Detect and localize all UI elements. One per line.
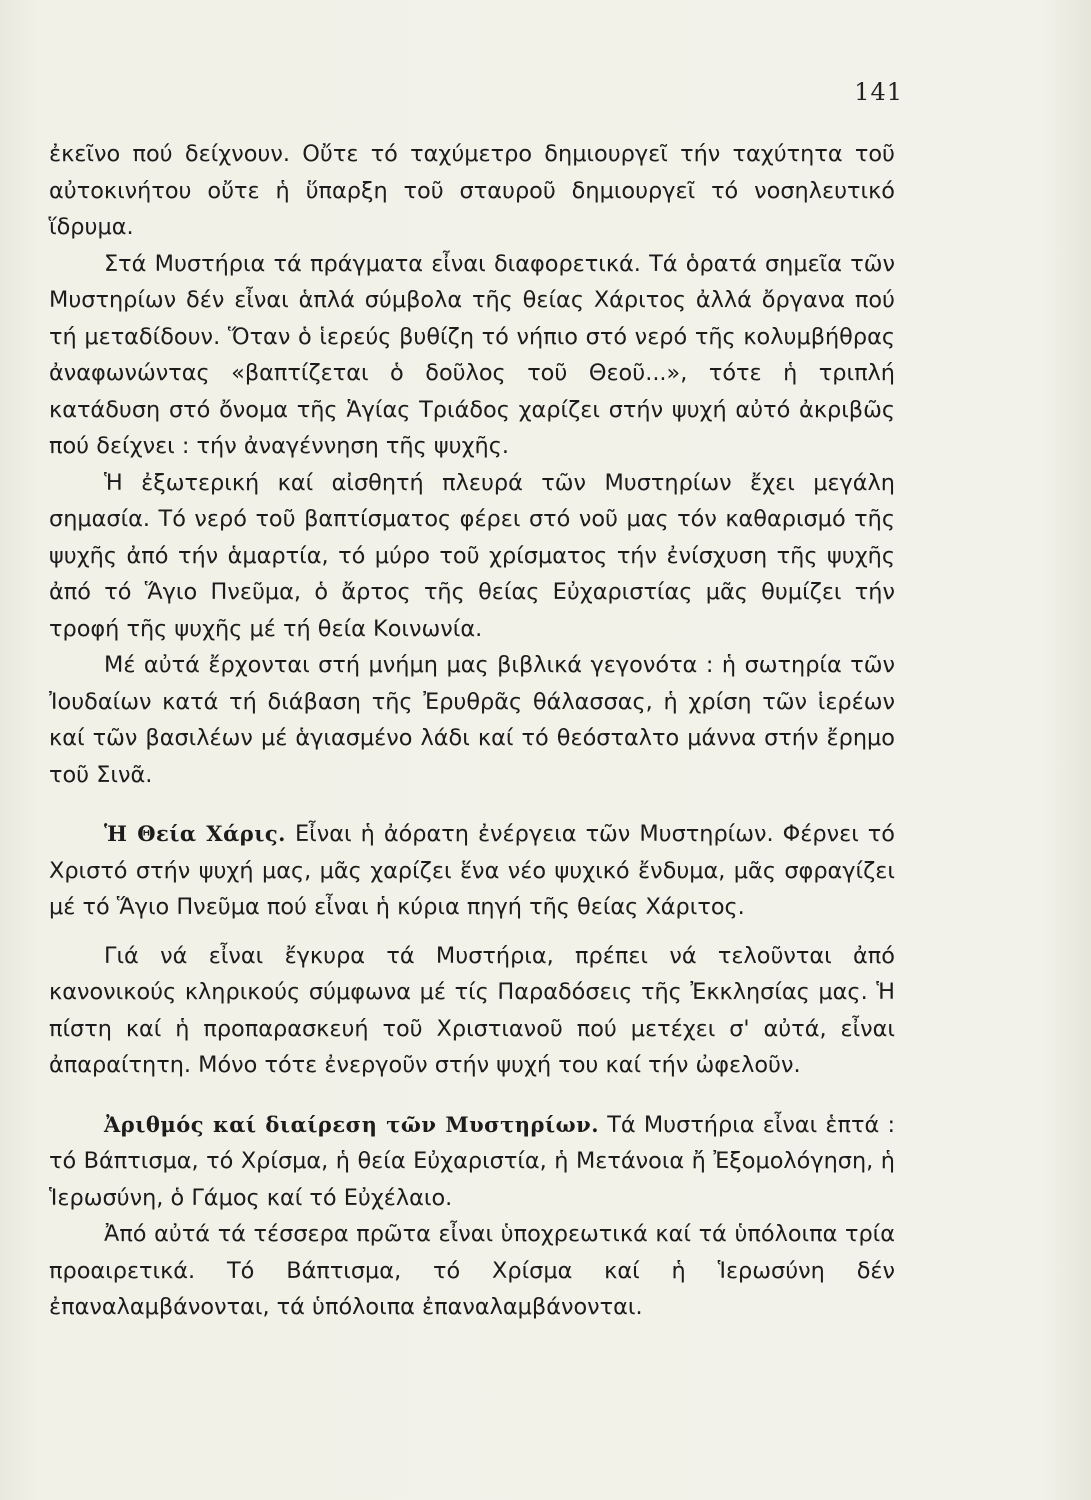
paragraph-validity xyxy=(49,938,895,1084)
paragraph-number-division xyxy=(49,1107,895,1217)
paragraph-divine-grace xyxy=(49,816,895,926)
body-text xyxy=(49,136,895,1326)
paragraph-text: ἐκεῖνο πού δείχνουν. Οὔτε τό ταχύμετρο δημιουργεῖ τήν ταχύτητα τοῦ αὐτοκινήτου οὔτε ἡ ὕπαρξη τοῦ σταυροῦ δημιουργεῖ τό νοσηλευτικό ἵδρυμα. xyxy=(49,141,895,240)
paragraph-obligatory-optional xyxy=(49,1216,895,1326)
page-number: 141 xyxy=(854,78,903,106)
paragraph-text: Γιά νά εἶναι ἔγκυρα τά Μυστήρια, πρέπει νά τελοῦνται ἀπό κανονικούς κληρικούς σύμφωνα μέ τίς Παραδόσεις τῆς Ἐκκλησίας μας. Ἡ πίστη καί ἡ προπαρασκευή τοῦ Χριστιανοῦ πού μετέχει σ' αὐτά, εἶναι ἀπαραίτητη. Μόνο τότε ἐνεργοῦν στήν ψυχή του καί τήν ὠφελοῦν. xyxy=(49,942,895,1078)
section-heading-number-division: Ἀριθμός καί διαίρεση τῶν Μυστηρίων. xyxy=(104,1111,600,1137)
paragraph-mysteries-difference xyxy=(49,246,895,465)
paragraph-external-side xyxy=(49,465,895,648)
paragraph-intro xyxy=(49,136,895,246)
paragraph-text: Στά Μυστήρια τά πράγματα εἶναι διαφορετικά. Τά ὁρατά σημεῖα τῶν Μυστηρίων δέν εἶναι ἁπλά σύμβολα τῆς θείας Χάριτος ἀλλά ὄργανα πού τή μεταδίδουν. Ὅταν ὁ ἱερεύς βυθίζη τό νήπιο στό νερό τῆς κολυμβήθρας ἀναφωνώντας «βαπτίζεται ὁ δοῦλος τοῦ Θεοῦ...», τότε ἡ τριπλή κατάδυση στό ὄνομα τῆς Ἁγίας Τριάδος χαρίζει στήν ψυχή αὐτό ἀκριβῶς πού δείχνει : τήν ἀναγέννηση τῆς ψυχῆς. xyxy=(49,250,895,459)
paragraph-biblical-events xyxy=(49,647,895,793)
paragraph-text: Τά Μυστήρια εἶναι ἑπτά : τό Βάπτισμα, τό Χρίσμα, ἡ θεία Εὐχαριστία, ἡ Μετάνοια ἤ Ἐξομολόγηση, ἡ Ἱερωσύνη, ὁ Γάμος καί τό Εὐχέλαιο. xyxy=(49,1111,895,1211)
paragraph-text: Ἡ ἐξωτερική καί αἰσθητή πλευρά τῶν Μυστηρίων ἔχει μεγάλη σημασία. Τό νερό τοῦ βαπτίσματος φέρει στό νοῦ μας τόν καθαρισμό τῆς ψυχῆς ἀπό τήν ἁμαρτία, τό μύρο τοῦ χρίσματος τήν ἐνίσχυση τῆς ψυχῆς ἀπό τό Ἅγιο Πνεῦμα, ὁ ἄρτος τῆς θείας Εὐχαριστίας μᾶς θυμίζει τήν τροφή τῆς ψυχῆς μέ τή θεία Κοινωνία. xyxy=(49,469,895,642)
section-heading-divine-grace: Ἡ Θεία Χάρις. xyxy=(104,821,286,846)
paragraph-text: Εἶναι ἡ ἀόρατη ἐνέργεια τῶν Μυστηρίων. Φέρνει τό Χριστό στήν ψυχή μας, μᾶς χαρίζει ἕνα νέο ψυχικό ἔνδυμα, μᾶς σφραγίζει μέ τό Ἅγιο Πνεῦμα πού εἶναι ἡ κύρια πηγή τῆς θείας Χάριτος. xyxy=(49,821,895,920)
paragraph-text: Ἀπό αὐτά τά τέσσερα πρῶτα εἶναι ὑποχρεωτικά καί τά ὑπόλοιπα τρία προαιρετικά. Τό Βάπτισμα, τό Χρίσμα καί ἡ Ἱερωσύνη δέν ἐπαναλαμβάνονται, τά ὑπόλοιπα ἐπαναλαμβάνονται. xyxy=(49,1221,895,1320)
paragraph-text: Μέ αὐτά ἔρχονται στή μνήμη μας βιβλικά γεγονότα : ἡ σωτηρία τῶν Ἰουδαίων κατά τή διάβαση τῆς Ἐρυθρᾶς θάλασσας, ἡ χρίση τῶν ἱερέων καί τῶν βασιλέων μέ ἁγιασμένο λάδι καί τό θεόσταλτο μάννα στήν ἔρημο τοῦ Σινᾶ. xyxy=(49,652,895,788)
